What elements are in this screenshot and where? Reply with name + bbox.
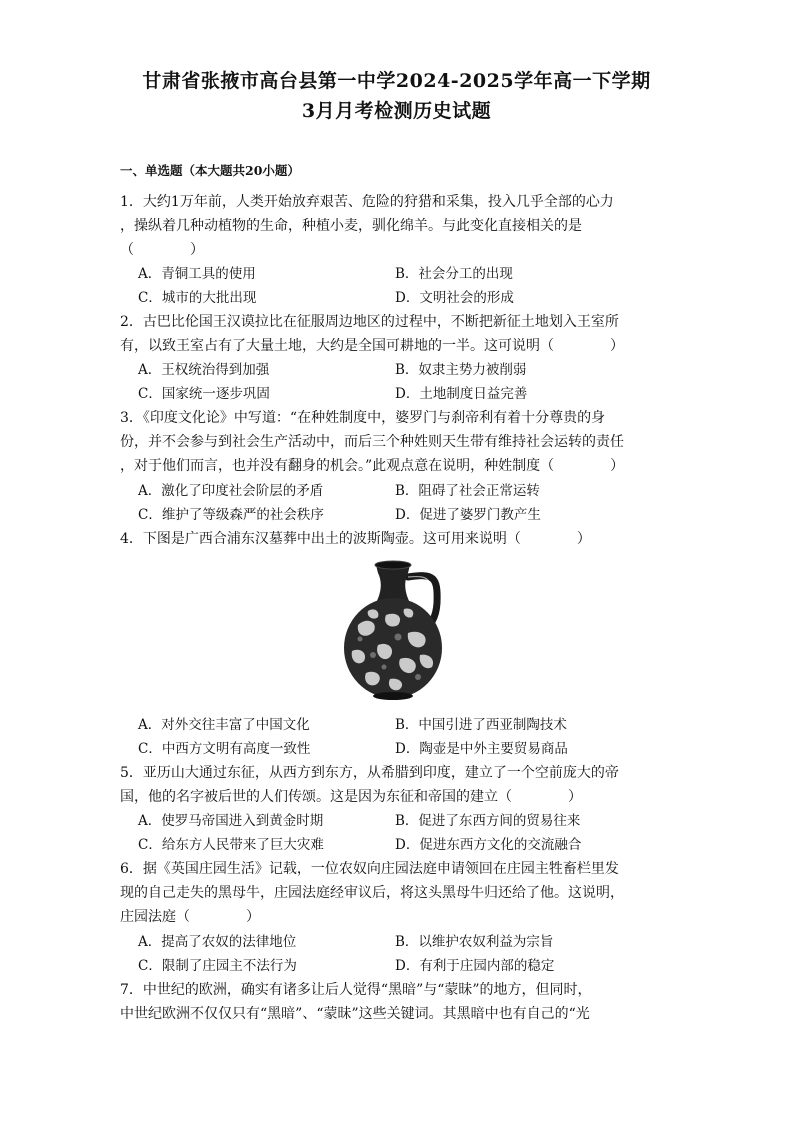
question-7-line-1: 7．中世纪的欧洲，确实有诸多让后人觉得“黑暗”与“蒙昧”的地方，但同时， [120, 982, 592, 998]
question-6-option-b[interactable]: B．以维护农奴利益为宗旨 [395, 934, 554, 950]
question-5-option-a[interactable]: A．使罗马帝国进入到黄金时期 [138, 813, 324, 829]
question-1-option-b[interactable]: B．社会分工的出现 [395, 266, 513, 282]
question-1-option-d[interactable]: D．文明社会的形成 [395, 290, 514, 306]
question-4-option-c[interactable]: C．中西方文明有高度一致性 [138, 741, 311, 757]
question-3-line-2: 份，并不会参与到社会生产活动中，而后三个种姓则天生带有维持社会运转的责任 [120, 434, 624, 450]
question-2-option-a[interactable]: A．王权统治得到加强 [138, 362, 270, 378]
question-6-line-2: 现的自己走失的黑母牛，庄园法庭经审议后，将这头黑母牛归还给了他。这说明， [120, 885, 624, 901]
question-2-option-c[interactable]: C．国家统一逐步巩固 [138, 386, 270, 402]
question-2-line-2: 有，以致王室占有了大量土地，大约是全国可耕地的一半。这可说明（ ） [120, 338, 624, 354]
question-4-option-b[interactable]: B．中国引进了西亚制陶技术 [395, 717, 567, 733]
question-4-option-a[interactable]: A．对外交往丰富了中国文化 [138, 717, 310, 733]
question-3-line-3: ，对于他们而言，也并没有翻身的机会。”此观点意在说明，种姓制度（ ） [120, 458, 625, 474]
question-3-line-1: 3．《印度文化论》中写道：“在种姓制度中，婆罗门与刹帝利有着十分尊贵的身 [120, 410, 606, 426]
question-2-line-1: 2．古巴比伦国王汉谟拉比在征服周边地区的过程中，不断把新征土地划入王室所 [120, 314, 619, 330]
question-1-line-1: 1．大约1万年前，人类开始放弃艰苦、危险的狩猎和采集，投入几乎全部的心力 [120, 194, 614, 210]
question-2-option-b[interactable]: B．奴隶主势力被削弱 [395, 362, 527, 378]
question-4-option-d[interactable]: D．陶壶是中外主要贸易商品 [395, 741, 568, 757]
question-6-option-c[interactable]: C．限制了庄园主不法行为 [138, 958, 297, 974]
question-6-line-1: 6．据《英国庄园生活》记载，一位农奴向庄园法庭申请领回在庄园主牲畜栏里发 [120, 861, 619, 877]
question-5-option-b[interactable]: B．促进了东西方间的贸易往来 [395, 813, 581, 829]
question-3-option-b[interactable]: B．阻碍了社会正常运转 [395, 483, 540, 499]
question-6-option-d[interactable]: D．有利于庄园内部的稳定 [395, 958, 555, 974]
question-3-option-a[interactable]: A．激化了印度社会阶层的矛盾 [138, 483, 324, 499]
question-4-line-1: 4．下图是广西合浦东汉墓葬中出土的波斯陶壶。这可用来说明（ ） [120, 531, 591, 547]
question-7-line-2: 中世纪欧洲不仅仅只有“黑暗”、“蒙昧”这些关键词。其黑暗中也有自己的“光 [120, 1006, 590, 1022]
question-5-line-1: 5．亚历山大通过东征，从西方到东方，从希腊到印度，建立了一个空前庞大的帝 [120, 765, 619, 781]
section-heading: 一、单选题（本大题共20小题） [120, 163, 300, 178]
question-5-option-c[interactable]: C．给东方人民带来了巨大灾难 [138, 837, 324, 853]
question-1-option-c[interactable]: C．城市的大批出现 [138, 290, 257, 306]
question-6-option-a[interactable]: A．提高了农奴的法律地位 [138, 934, 297, 950]
question-5-line-2: 国，他的名字被后世的人们传颂。这是因为东征和帝国的建立（ ） [120, 789, 582, 805]
page-title: 甘肃省张掖市高台县第一中学2024-2025学年高一下学期 [142, 70, 651, 92]
persian-pottery-vase-image [338, 555, 448, 703]
question-1-line-3: （ ） [120, 242, 204, 258]
question-2-option-d[interactable]: D．土地制度日益完善 [395, 386, 528, 402]
question-5-option-d[interactable]: D．促进东西方文化的交流融合 [395, 837, 582, 853]
question-6-line-3: 庄园法庭（ ） [120, 909, 260, 925]
question-3-option-c[interactable]: C．维护了等级森严的社会秩序 [138, 507, 324, 523]
page-subtitle: 3月月考检测历史试题 [301, 100, 492, 122]
question-1-line-2: ，操纵着几种动植物的生命，种植小麦，驯化绵羊。与此变化直接相关的是 [120, 218, 582, 234]
question-1-option-a[interactable]: A．青铜工具的使用 [138, 266, 256, 282]
question-3-option-d[interactable]: D．促进了婆罗门教产生 [395, 507, 541, 523]
